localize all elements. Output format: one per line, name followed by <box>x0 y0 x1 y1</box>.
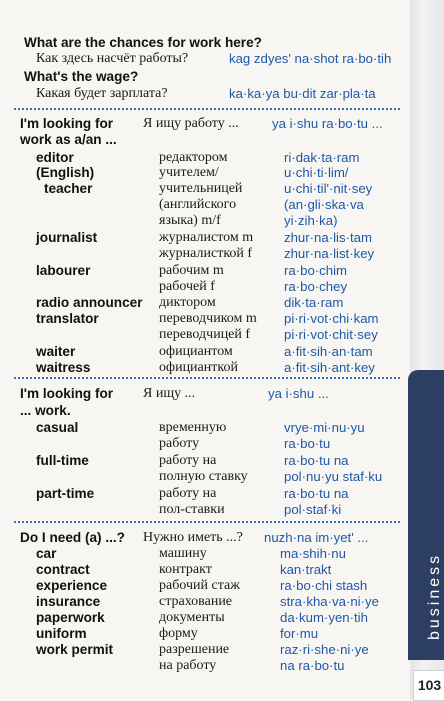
russian-phrase: переводчиком m <box>159 311 257 326</box>
english-phrase: insurance <box>36 594 101 609</box>
english-phrase: translator <box>36 311 99 326</box>
english-phrase: (English) <box>36 165 95 180</box>
pronunciation: u·chi·ti·lim/ <box>284 165 349 180</box>
pronunciation: ra·bo·tu <box>284 436 331 451</box>
russian-phrase: редактором <box>159 150 228 165</box>
pronunciation: ra·bo·tu na <box>284 453 349 468</box>
english-phrase: What's the wage? <box>24 69 139 84</box>
pronunciation: ya i·shu ra·bo·tu ... <box>272 116 383 131</box>
pronunciation: zhur·na·list·key <box>284 246 375 261</box>
pronunciation: (an·gli·ska·va <box>284 197 364 212</box>
english-phrase: labourer <box>36 263 91 278</box>
russian-phrase: диктором <box>159 295 216 310</box>
pronunciation: ra·bo·tu na <box>284 486 349 501</box>
english-phrase: uniform <box>36 626 87 641</box>
english-phrase: car <box>36 546 57 561</box>
russian-phrase: разрешение <box>159 642 230 657</box>
russian-phrase: документы <box>159 610 225 625</box>
russian-phrase: рабочей f <box>159 279 215 294</box>
russian-phrase: учителем/ <box>159 165 219 180</box>
english-phrase: editor <box>36 150 74 165</box>
english-phrase: experience <box>36 578 108 593</box>
pronunciation: a·fit·sih·ant·key <box>284 360 375 375</box>
english-phrase: full-time <box>36 453 89 468</box>
english-phrase: waitress <box>36 360 91 375</box>
russian-phrase: контракт <box>159 562 212 577</box>
russian-phrase: на работу <box>159 658 217 673</box>
russian-phrase: пол-ставки <box>159 502 225 517</box>
english-phrase: work as a/an ... <box>20 132 117 147</box>
pronunciation: yi·zih·ka) <box>284 213 338 228</box>
english-phrase: casual <box>36 420 79 435</box>
english-phrase: waiter <box>36 344 76 359</box>
russian-phrase: журналисткой f <box>159 246 253 261</box>
english-phrase: teacher <box>44 181 93 196</box>
pronunciation: ri·dak·ta·ram <box>284 150 360 165</box>
english-phrase: work permit <box>36 642 114 657</box>
russian-phrase: форму <box>159 626 198 641</box>
pronunciation: vrye·mi·nu·yu <box>284 420 365 435</box>
english-phrase: radio announcer <box>36 295 143 310</box>
section-tab-label: business <box>426 552 443 640</box>
pronunciation: pol·staf·ki <box>284 502 342 517</box>
russian-phrase: рабочим m <box>159 263 224 278</box>
pronunciation: pi·ri·vot·chit·sey <box>284 327 378 342</box>
russian-phrase: работу на <box>159 453 217 468</box>
english-phrase: contract <box>36 562 90 577</box>
pronunciation: u·chi·til'·nit·sey <box>284 181 373 196</box>
russian-phrase: официанткой <box>159 360 238 375</box>
russian-phrase: машину <box>159 546 207 561</box>
english-phrase: What are the chances for work here? <box>24 35 262 50</box>
pronunciation: da·kum·yen·tih <box>280 610 368 625</box>
english-phrase: ... work. <box>20 403 71 418</box>
section-divider <box>14 108 400 110</box>
russian-phrase: языка) m/f <box>159 213 221 228</box>
pronunciation: ka·ka·ya bu·dit zar·pla·ta <box>229 86 376 101</box>
pronunciation: ma·shih·nu <box>280 546 346 561</box>
russian-phrase: Нужно иметь ...? <box>143 530 243 545</box>
russian-phrase: переводчицей f <box>159 327 251 342</box>
english-phrase: paperwork <box>36 610 105 625</box>
pronunciation: ra·bo·chi stash <box>280 578 368 593</box>
russian-phrase: работу <box>159 436 200 451</box>
pronunciation: pol·nu·yu staf·ku <box>284 469 383 484</box>
pronunciation: for·mu <box>280 626 319 641</box>
russian-phrase: (английского <box>159 197 237 212</box>
pronunciation: raz·ri·she·ni·ye <box>280 642 369 657</box>
english-phrase: I'm looking for <box>20 386 114 401</box>
pronunciation: ra·bo·chim <box>284 263 348 278</box>
pronunciation: nuzh·na im·yet' ... <box>264 530 369 545</box>
pronunciation: dik·ta·ram <box>284 295 344 310</box>
pronunciation: ra·bo·chey <box>284 279 348 294</box>
pronunciation: ya i·shu ... <box>268 386 329 401</box>
russian-phrase: Какая будет зарплата? <box>36 86 168 101</box>
russian-phrase: официантом <box>159 344 233 359</box>
russian-phrase: журналистом m <box>159 230 254 245</box>
russian-phrase: учительницей <box>159 181 243 196</box>
russian-phrase: Как здесь насчёт работы? <box>36 51 189 66</box>
pronunciation: na ra·bo·tu <box>280 658 345 673</box>
russian-phrase: страхование <box>159 594 233 609</box>
pronunciation: pi·ri·vot·chi·kam <box>284 311 379 326</box>
russian-phrase: работу на <box>159 486 217 501</box>
russian-phrase: полную ставку <box>159 469 248 484</box>
pronunciation: stra·kha·va·ni·ye <box>280 594 379 609</box>
pronunciation: a·fit·sih·an·tam <box>284 344 373 359</box>
english-phrase: I'm looking for <box>20 116 114 131</box>
pronunciation: zhur·na·lis·tam <box>284 230 372 245</box>
pronunciation: kag zdyes' na·shot ra·bo·tih <box>229 51 392 66</box>
section-divider <box>14 521 400 523</box>
russian-phrase: Я ищу работу ... <box>143 116 239 131</box>
russian-phrase: Я ищу ... <box>143 386 196 401</box>
english-phrase: part-time <box>36 486 95 501</box>
english-phrase: journalist <box>36 230 98 245</box>
russian-phrase: рабочий стаж <box>159 578 240 593</box>
page-number: 103 <box>413 670 444 701</box>
section-divider <box>14 377 400 379</box>
english-phrase: Do I need (a) ...? <box>20 530 125 545</box>
russian-phrase: временную <box>159 420 227 435</box>
pronunciation: kan·trakt <box>280 562 332 577</box>
